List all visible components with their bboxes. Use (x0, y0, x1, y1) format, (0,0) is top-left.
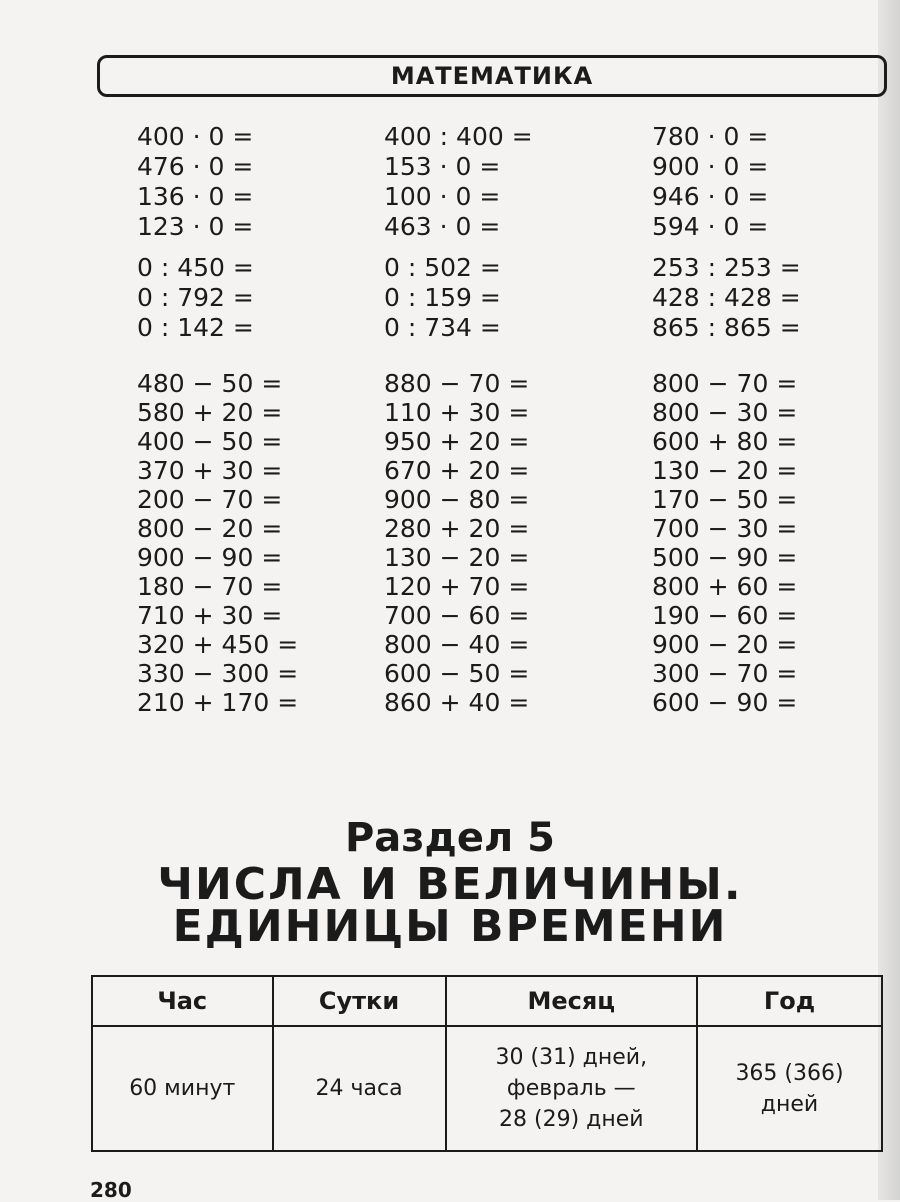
exercise: 0 : 450 = (137, 253, 254, 282)
exercise: 476 · 0 = (137, 152, 254, 181)
cell-year-line-1: 365 (366) (735, 1060, 844, 1086)
exercise: 400 : 400 = (384, 122, 533, 151)
cell-day: 24 часа (273, 1026, 446, 1151)
exercise: 0 : 734 = (384, 313, 501, 342)
exercise: 600 + 80 = (652, 427, 798, 456)
exercise: 253 : 253 = (652, 253, 801, 282)
exercise: 670 + 20 = (384, 456, 530, 485)
page-number: 280 (90, 1178, 132, 1202)
exercise: 700 − 60 = (384, 601, 530, 630)
exercise: 0 : 792 = (137, 283, 254, 312)
exercise: 900 − 80 = (384, 485, 530, 514)
exercise: 170 − 50 = (652, 485, 798, 514)
exercise: 330 − 300 = (137, 659, 299, 688)
exercise: 900 − 90 = (137, 543, 283, 572)
exercise: 153 · 0 = (384, 152, 501, 181)
header-day: Сутки (273, 976, 446, 1026)
exercise: 700 − 30 = (652, 514, 798, 543)
exercise: 463 · 0 = (384, 212, 501, 241)
exercise: 880 − 70 = (384, 369, 530, 398)
exercise: 900 − 20 = (652, 630, 798, 659)
exercise: 600 − 90 = (652, 688, 798, 717)
exercise: 180 − 70 = (137, 572, 283, 601)
exercise: 110 + 30 = (384, 398, 530, 427)
exercise: 100 · 0 = (384, 182, 501, 211)
section-title-line-2: ЕДИНИЦЫ ВРЕМЕНИ (172, 901, 728, 952)
exercise: 320 + 450 = (137, 630, 299, 659)
cell-year-line-2: дней (760, 1091, 819, 1117)
header-month: Месяц (446, 976, 697, 1026)
exercise: 780 · 0 = (652, 122, 769, 151)
exercise: 0 : 159 = (384, 283, 501, 312)
exercise: 710 + 30 = (137, 601, 283, 630)
exercise: 580 + 20 = (137, 398, 283, 427)
exercise: 800 − 30 = (652, 398, 798, 427)
exercise: 300 − 70 = (652, 659, 798, 688)
header-hour: Час (92, 976, 273, 1026)
exercise: 480 − 50 = (137, 369, 283, 398)
exercise: 594 · 0 = (652, 212, 769, 241)
cell-month-line-1: 30 (31) дней, (495, 1045, 648, 1070)
exercise: 190 − 60 = (652, 601, 798, 630)
exercise: 800 − 20 = (137, 514, 283, 543)
exercise: 800 − 40 = (384, 630, 530, 659)
exercise: 130 − 20 = (384, 543, 530, 572)
exercise: 400 − 50 = (137, 427, 283, 456)
exercise: 860 + 40 = (384, 688, 530, 717)
exercise: 946 · 0 = (652, 182, 769, 211)
exercise: 123 · 0 = (137, 212, 254, 241)
cell-hour: 60 минут (92, 1026, 273, 1151)
exercise: 800 − 70 = (652, 369, 798, 398)
section-number: Раздел 5 (344, 815, 556, 861)
page-header-title: МАТЕМАТИКА (390, 62, 594, 90)
header-year: Год (697, 976, 882, 1026)
exercise: 136 · 0 = (137, 182, 254, 211)
cell-year (697, 1026, 882, 1151)
time-units-table (91, 975, 883, 1152)
cell-month-line-2: февраль — (506, 1076, 636, 1101)
exercise: 865 : 865 = (652, 313, 801, 342)
section-title-line-1: ЧИСЛА И ВЕЛИЧИНЫ. (157, 859, 743, 910)
exercise: 950 + 20 = (384, 427, 530, 456)
exercise: 200 − 70 = (137, 485, 283, 514)
table-header-row (92, 976, 882, 1026)
header-bar (97, 55, 887, 97)
exercise: 900 · 0 = (652, 152, 769, 181)
exercise: 600 − 50 = (384, 659, 530, 688)
exercise: 120 + 70 = (384, 572, 530, 601)
exercise: 400 · 0 = (137, 122, 254, 151)
exercise: 280 + 20 = (384, 514, 530, 543)
exercise: 370 + 30 = (137, 456, 283, 485)
cell-month (446, 1026, 697, 1151)
exercise: 800 + 60 = (652, 572, 798, 601)
exercise: 130 − 20 = (652, 456, 798, 485)
exercise: 0 : 502 = (384, 253, 501, 282)
table-row (92, 1026, 882, 1151)
exercise: 500 − 90 = (652, 543, 798, 572)
exercise: 428 : 428 = (652, 283, 801, 312)
exercise: 0 : 142 = (137, 313, 254, 342)
exercise: 210 + 170 = (137, 688, 299, 717)
cell-month-line-3: 28 (29) дней (499, 1107, 644, 1132)
